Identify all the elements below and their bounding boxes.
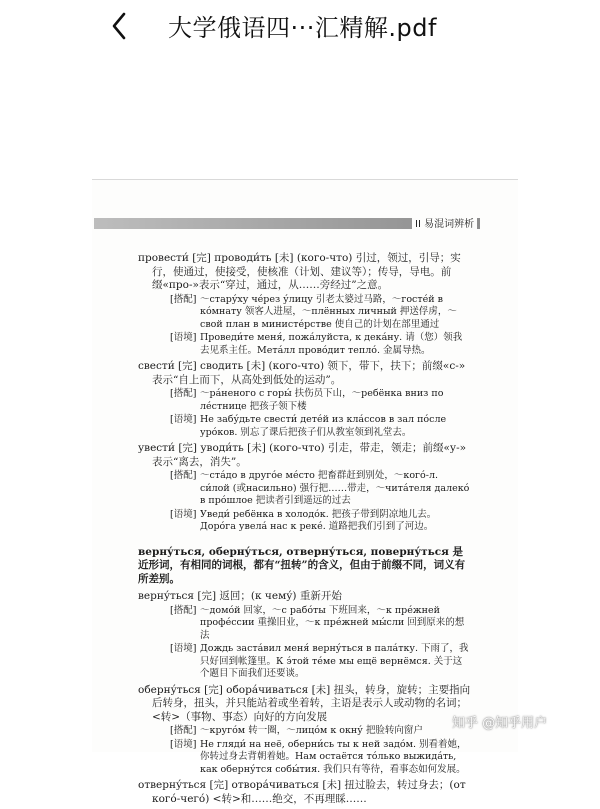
entry-context (170, 332, 470, 357)
running-header-text: II 易混词辨析 (412, 215, 477, 230)
entry-headline: увести́ [完] уводи́ть [未] (кого-что) 引走，带走，领走；前缀«у-» (138, 442, 467, 454)
entry-context (170, 643, 470, 681)
entry-collocation (170, 725, 470, 738)
sub-label: [搭配] (170, 470, 197, 481)
dictionary-entry (138, 360, 470, 439)
sub-text: ～стару́ху че́рез у́лицу 引老太婆过马路，～госте́й в ко́мнату 领客人进屋，～плённых личный 押送俘虏，～свой план в министе́рстве 使自己的计划在部里通过 (200, 293, 457, 330)
entry-headline: оберну́ться [完] обора́чиваться [未] 扭头，转身，旋转；主要指向 (138, 683, 471, 696)
entry-context (170, 509, 470, 534)
sub-text: Уведи́ ребёнка в холодо́к. 把孩子带到阴凉地儿去。Доро́га увела́ нас к реке́. 道路把我们引到了河边。 (200, 508, 437, 532)
back-button[interactable] (104, 8, 136, 44)
entry-body: 表示“离去，消失”。 (152, 455, 247, 468)
sub-text: Не забу́дьте свести́ дете́й из кла́ссов в зал по́сле уро́ков. 别忘了课后把孩子们从教室领到礼堂去。 (200, 414, 447, 438)
entry-headline: свести́ [完] сводить [未] (кого-что) 领下，带下，扶下；前缀«с-» (138, 360, 466, 372)
chevron-left-icon (104, 8, 136, 44)
sub-text: ～ста́до в друго́е ме́сто 把畜群赶到别处，～кого́-л. си́лой (或насильно) 强行把……带走，～чита́теля далеко́ в про́шлое 把读者引到遥远的过去 (200, 470, 470, 506)
document-title: 大学俄语四···汇精解.pdf (168, 14, 437, 42)
sub-label: [搭配] (170, 725, 197, 736)
entry-body: 行，使通过，使接受，使核准（计划、建议等）；传导，导电。前缀«про-»表示“穿过，通过，从……旁经过”之意。 (152, 265, 452, 291)
sub-text: Не гляди́ на неё, оберни́сь ты к ней задо́м. 别看着她，你转过身去背朝着她。Нам остаётся то́лько выжида́ть, как оберну́тся собы́тия. 我们只有等待，看事态如何发展。 (200, 738, 467, 775)
dictionary-entry (138, 590, 470, 681)
sub-text: ～круго́м 转一圈，～лицо́м к окну́ 把脸转向窗户 (200, 725, 423, 736)
sub-text: Проведи́те меня́, пожа́луйста, к дека́ну. 请（您）领我去见系主任。Мета́лл прово́дит тепло́. 金属导热。 (200, 332, 463, 356)
entry-body: 表示“自上而下，从高处到低处的运动”。 (152, 373, 342, 386)
sub-text: ～ра́неного с горы́ 扶伤员下山，～ребёнка вниз по ле́стнице 把孩子领下楼 (200, 388, 444, 412)
entry-collocation (170, 388, 470, 413)
sub-label: [语境] (170, 643, 197, 654)
entry-body: кого́-чего́) <转>和……绝交，不再理睬…… (152, 792, 367, 805)
entry-headline: отверну́ться [完] отвора́чиваться [未] 扭过脸去，转过身去；(от (138, 779, 466, 791)
dictionary-entry (138, 252, 470, 357)
entry-context (170, 739, 470, 777)
top-bar (0, 0, 600, 50)
entry-collocation (170, 294, 470, 332)
entry-collocation (170, 605, 470, 643)
sub-label: [搭配] (170, 604, 197, 616)
sub-label: [语境] (170, 332, 197, 343)
page-content (138, 252, 470, 809)
dictionary-entry (138, 442, 470, 534)
dictionary-entry (138, 779, 470, 806)
entry-collocation (170, 470, 470, 508)
entry-body: 后转身，扭头，并只能站着或坐着转，主语是表示人或动物的名词；<转>（事物、事态）向好的方向发展 (152, 697, 467, 723)
dictionary-entry (138, 684, 470, 777)
sub-label: [搭配] (170, 388, 197, 399)
sub-text: ～домо́й 回家，～с рабо́ты 下班回来，～к пре́жней профе́ссии 重操旧业，～к пре́жней мы́сли 回到原来的想法 (200, 604, 465, 641)
entry-context (170, 414, 470, 439)
sub-label: [语境] (170, 508, 197, 520)
entry-headline: провести́ [完] проводи́ть [未] (кого-что) 引过，领过，引导；实 (138, 252, 461, 264)
sub-label: [语境] (170, 414, 197, 425)
sub-label: [搭配] (170, 293, 197, 305)
entry-headline: верну́ться [完] 返回；(к чему́) 重新开始 (138, 590, 342, 602)
zhihu-watermark: 知乎 @知乎用户 (452, 716, 548, 731)
word-group-intro: верну́ться, оберну́ться, отверну́ться, поверну́ться 是近形词，有相同的词根，都有“扭转”的含义，但由于前缀不同，词义有所差别。 (138, 545, 466, 585)
sub-text: Дождь заста́вил меня́ верну́ться в пала́тку. 下雨了，我只好回到帐篷里。К э́той те́ме мы ещё вернёмся. 关于这个题目下面我们还要谈。 (200, 643, 469, 679)
sub-label: [语境] (170, 738, 197, 750)
